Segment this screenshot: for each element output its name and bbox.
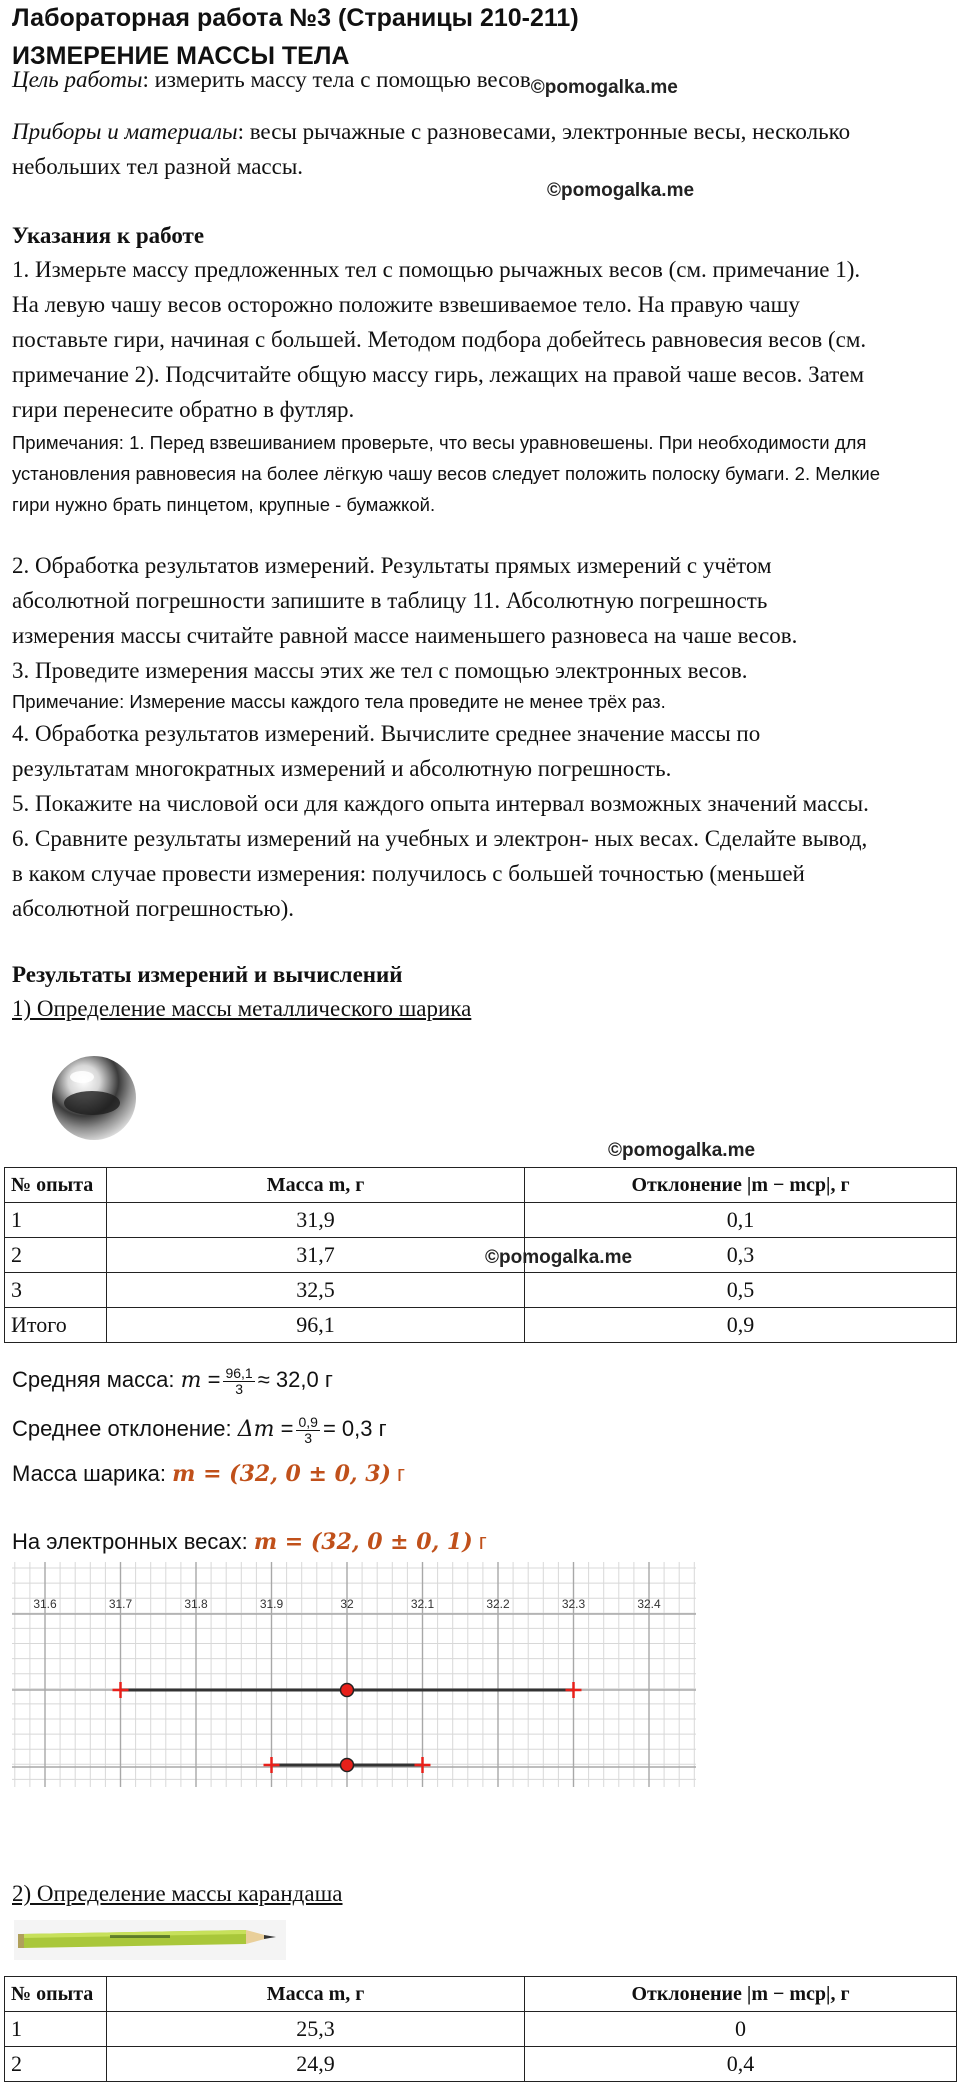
step3-line: 3. Проведите измерения массы этих же тел с помощью электронных весов.: [12, 658, 748, 683]
table-row: [5, 2047, 957, 2082]
step1-line: 1. Измерьте массу предложенных тел с помощью рычажных весов (см. примечание 1).: [12, 257, 861, 282]
cell-trial: 2: [5, 1238, 107, 1273]
cell-deviation: 0: [525, 2012, 957, 2047]
tick-label: 32.4: [637, 1597, 661, 1611]
materials-line: [12, 114, 957, 149]
cell-deviation: 0,1: [525, 1203, 957, 1238]
pencil-image: [14, 1920, 286, 1960]
average-deviation-result: = 0,3 г: [322, 1416, 387, 1441]
materials-line-2: небольших тел разной массы.: [12, 154, 304, 179]
cell-trial: Итого: [5, 1308, 107, 1343]
note1-line: Примечания: 1. Перед взвешиванием проверьте, что весы уравновешены. При необходимости для: [12, 432, 867, 453]
step2-line: измерения массы считайте равной массе наименьшего разновеса на чаше весов.: [12, 623, 798, 648]
cell-mass: 24,9: [107, 2047, 525, 2082]
cell-mass: 31,9: [107, 1203, 525, 1238]
cell-mass: 31,7: [107, 1238, 525, 1273]
note1-line: гири нужно брать пинцетом, крупные - бумажкой.: [12, 494, 436, 515]
materials-text: : весы рычажные с разновесами, электронные весы, несколько: [237, 119, 851, 144]
pencil-mass-table: [4, 1976, 957, 2082]
table-row-total: [5, 1308, 957, 1343]
step2-line: абсолютной погрешности запишите в таблицу 11. Абсолютную погрешность: [12, 588, 768, 613]
cell-trial: 1: [5, 1203, 107, 1238]
tick-label: 32.2: [486, 1597, 510, 1611]
cell-deviation: 0,4: [525, 2047, 957, 2082]
table-header-row: [5, 1168, 957, 1203]
average-mass-fraction: [223, 1366, 254, 1397]
cell-mass: 32,5: [107, 1273, 525, 1308]
ball-mass-table: [4, 1167, 957, 1343]
metal-ball-image: [48, 1053, 140, 1143]
column-header-mass: Масса m, г: [107, 1977, 525, 2012]
table-header-row: [5, 1977, 957, 2012]
cell-trial: 1: [5, 2012, 107, 2047]
tick-label: 32: [340, 1597, 354, 1611]
part2-title: 2) Определение массы карандаша: [12, 1881, 343, 1906]
cell-trial: 3: [5, 1273, 107, 1308]
step6-line: в каком случае провести измерения: получилось с большей точностью (меньшей: [12, 861, 805, 886]
goal-line: [12, 62, 957, 99]
cell-trial: 2: [5, 2047, 107, 2082]
step1-line: примечание 2). Подсчитайте общую массу гирь, лежащих на правой чаше весов. Затем: [12, 362, 865, 387]
ball-mass-value: m = (32, 0 ± 0, 3): [172, 1461, 391, 1487]
step5-line: 5. Покажите на числовой оси для каждого опыта интервал возможных значений массы.: [12, 791, 869, 816]
cell-mass: 25,3: [107, 2012, 525, 2047]
tick-label: 32.1: [410, 1597, 435, 1611]
step1-line: поставьте гири, начиная с большей. Методом подбора добейтесь равновесия весов (см.: [12, 327, 867, 352]
table-row: [5, 1238, 957, 1273]
electronic-mass-label: На электронных весах:: [12, 1529, 254, 1554]
table-row: [5, 1273, 957, 1308]
column-header-deviation: Отклонение |m − mср|, г: [525, 1977, 957, 2012]
column-header-mass: Масса m, г: [107, 1168, 525, 1203]
page-title: Лабораторная работа №3 (Страницы 210-211): [12, 4, 579, 32]
watermark: ©pomogalka.me: [547, 180, 695, 201]
step6-line: 6. Сравните результаты измерений на учебных и электрон- ных весах. Сделайте вывод,: [12, 826, 868, 851]
step4-line: результатам многократных измерений и абсолютную погрешность.: [12, 756, 672, 781]
step2-line: 2. Обработка результатов измерений. Результаты прямых измерений с учётом: [12, 553, 772, 578]
step6-line: абсолютной погрешностью).: [12, 896, 294, 921]
instructions-heading: Указания к работе: [12, 223, 205, 248]
column-header-deviation: Отклонение |m − mср|, г: [525, 1168, 957, 1203]
electronic-mass-value: m = (32, 0 ± 0, 1): [253, 1529, 473, 1555]
average-deviation-fraction: [296, 1415, 319, 1446]
average-deviation-var: Δm: [237, 1417, 275, 1442]
fraction-numerator: 96,1: [225, 1364, 253, 1381]
note1-line: установления равновесия на более лёгкую чашу весов следует положить полоску бумаги. 2. Мелкие: [12, 463, 881, 484]
watermark: ©pomogalka.me: [530, 77, 678, 98]
table-row: [5, 1203, 957, 1238]
average-mass-var: m: [180, 1368, 202, 1393]
column-header-trial: № опыта: [5, 1168, 107, 1203]
interval-number-axis-chart: [12, 1562, 696, 1787]
step4-line: 4. Обработка результатов измерений. Вычислите среднее значение массы по: [12, 721, 761, 746]
watermark: ©pomogalka.me: [608, 1140, 756, 1161]
goal-text: : измерить массу тела с помощью весов: [142, 67, 531, 92]
average-mass-line: Средняя масса: m = $\frac{96,1}{3}$ ≈ 32,0 г: [12, 1364, 333, 1397]
cell-mass: 96,1: [107, 1308, 525, 1343]
fraction-numerator: 0,9: [298, 1413, 318, 1430]
cell-deviation: 0,9: [525, 1308, 957, 1343]
step1-line: гири перенесите обратно в футляр.: [12, 397, 355, 422]
note3-line: Примечание: Измерение массы каждого тела проведите не менее трёх раз.: [12, 691, 666, 712]
interval-center-point: [341, 1759, 354, 1772]
tick-label: 31.6: [33, 1597, 57, 1611]
cell-deviation: 0,5: [525, 1273, 957, 1308]
ball-mass-unit: г: [390, 1461, 406, 1486]
electronic-mass-unit: г: [472, 1529, 487, 1554]
average-deviation-label: Среднее отклонение:: [12, 1416, 238, 1441]
page-subtitle: ИЗМЕРЕНИЕ МАССЫ ТЕЛА: [12, 42, 350, 70]
tick-label: 31.9: [259, 1597, 284, 1611]
tick-label: 31.7: [108, 1597, 133, 1611]
tick-label: 31.8: [184, 1597, 208, 1611]
average-mass-result: ≈ 32,0 г: [257, 1367, 333, 1392]
step1-line: На левую чашу весов осторожно положите взвешиваемое тело. На правую чашу: [12, 292, 800, 317]
watermark: ©pomogalka.me: [485, 1247, 633, 1268]
cell-deviation: 0,3: [525, 1238, 957, 1273]
part1-title: 1) Определение массы металлического шарика: [12, 996, 472, 1021]
average-deviation-line: Среднее отклонение: Δm = $\frac{0,9}{3}$ = 0,3 г: [12, 1413, 387, 1446]
results-heading: Результаты измерений и вычислений: [12, 962, 403, 987]
ball-mass-line: [12, 1456, 957, 1492]
materials-label: Приборы и материалы: [12, 119, 238, 144]
ball-mass-label: Масса шарика:: [12, 1461, 173, 1486]
electronic-mass-line: [12, 1524, 957, 1560]
interval-center-point: [341, 1684, 354, 1697]
fraction-denominator: 3: [235, 1380, 243, 1397]
column-header-trial: № опыта: [5, 1977, 107, 2012]
chart-background: [12, 1562, 696, 1787]
goal-label: Цель работы: [12, 67, 143, 92]
fraction-denominator: 3: [304, 1429, 313, 1446]
table-row: [5, 2012, 957, 2047]
tick-label: 32.3: [561, 1597, 586, 1611]
average-mass-label: Средняя масса:: [12, 1367, 181, 1392]
